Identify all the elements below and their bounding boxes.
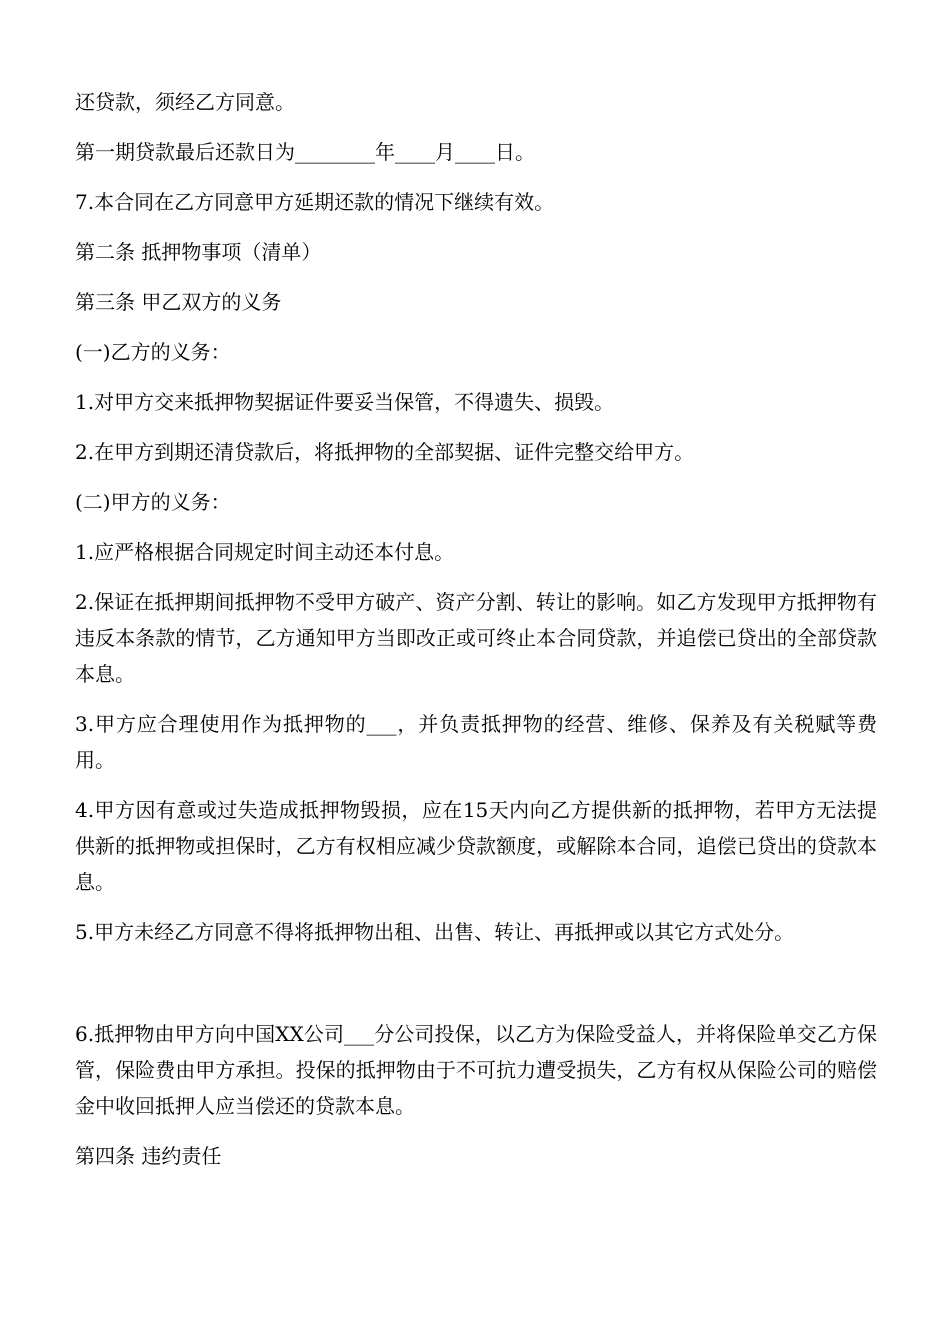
paragraph-a-obligation-1: 1.应严格根据合同规定时间主动还本付息。: [75, 540, 455, 564]
blank-spacer: [75, 964, 877, 1016]
paragraph-a-obligation-5: 5.甲方未经乙方同意不得将抵押物出租、出售、转让、再抵押或以其它方式处分。: [75, 920, 795, 944]
section-heading-article-3: 第三条 甲乙双方的义务: [75, 290, 282, 314]
paragraph-a-obligation-4: 4.甲方因有意或过失造成抵押物毁损，应在15天内向乙方提供新的抵押物，若甲方无法提供新的抵押物或担保时，乙方有权相应减少贷款额度，或解除本合同，追偿已贷出的贷款本息。: [75, 798, 877, 894]
paragraph-repayment-consent: 还贷款，须经乙方同意。: [75, 90, 295, 114]
subheading-party-b-obligations: (一)乙方的义务：: [75, 340, 231, 364]
document-body: [75, 84, 877, 1188]
section-heading-article-4: 第四条 违约责任: [75, 1144, 222, 1168]
section-heading-article-2: 第二条 抵押物事项（清单）: [75, 240, 322, 264]
paragraph-first-repayment-date: 第一期贷款最后还款日为________年____月____日。: [75, 140, 535, 164]
paragraph-b-obligation-2: 2.在甲方到期还清贷款后，将抵押物的全部契据、证件完整交给甲方。: [75, 440, 695, 464]
paragraph-a-obligation-3: 3.甲方应合理使用作为抵押物的___，并负责抵押物的经营、维修、保养及有关税赋等费用。: [75, 712, 877, 772]
paragraph-a-obligation-2: 2.保证在抵押期间抵押物不受甲方破产、资产分割、转让的影响。如乙方发现甲方抵押物有违反本条款的情节，乙方通知甲方当即改正或可终止本合同贷款，并追偿已贷出的全部贷款本息。: [75, 590, 877, 686]
subheading-party-a-obligations: (二)甲方的义务：: [75, 490, 231, 514]
paragraph-a-obligation-6: 6.抵押物由甲方向中国XX公司___分公司投保，以乙方为保险受益人，并将保险单交乙方保管，保险费由甲方承担。投保的抵押物由于不可抗力遭受损失，乙方有权从保险公司的赔偿金中收回抵押人应当偿还的贷款本息。: [75, 1022, 877, 1118]
paragraph-b-obligation-1: 1.对甲方交来抵押物契据证件要妥当保管，不得遗失、损毁。: [75, 390, 615, 414]
paragraph-clause-7: 7.本合同在乙方同意甲方延期还款的情况下继续有效。: [75, 190, 555, 214]
